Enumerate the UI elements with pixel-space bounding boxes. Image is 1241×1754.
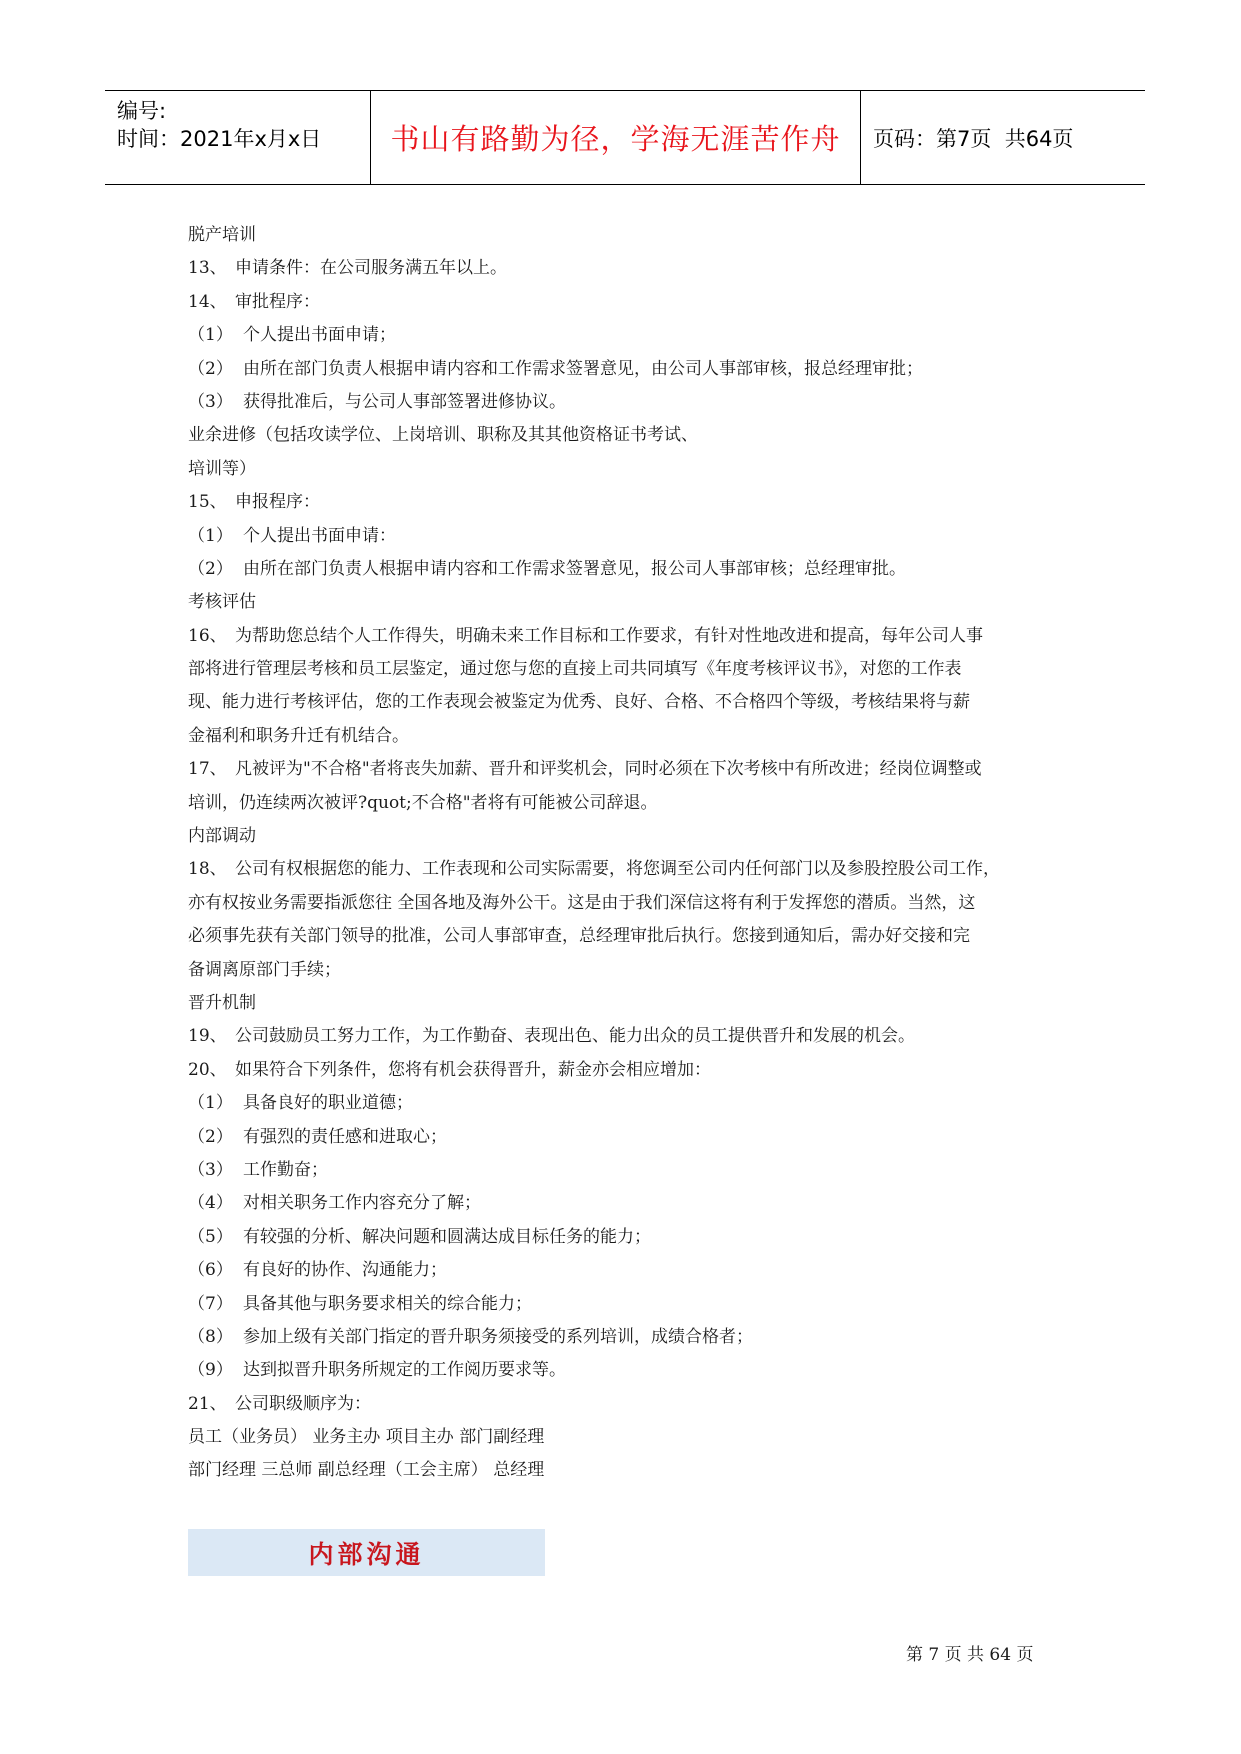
line-text: 部将进行管理层考核和员工层鉴定，通过您与您的直接上司共同填写《年度考核评议书》，对您的工作表 <box>188 659 962 680</box>
text-line <box>188 453 1068 486</box>
section-badge-title: 内部沟通 <box>308 1539 425 1569</box>
line-text: 有强烈的责任感和进取心； <box>243 1126 447 1147</box>
line-text: 获得批准后，与公司人事部签署进修协议。 <box>243 391 566 412</box>
text-line <box>188 653 1068 686</box>
number-label: 编号: <box>117 99 167 123</box>
text-line <box>188 219 1068 252</box>
text-line <box>188 987 1068 1020</box>
clause-number: 18、 <box>188 859 227 880</box>
text-line <box>188 1221 1068 1254</box>
line-text: 公司鼓励员工努力工作，为工作勤奋、表现出色、能力出众的员工提供晋升和发展的机会。 <box>235 1026 915 1047</box>
line-text: 内部调动 <box>188 826 256 847</box>
item-number: （6） <box>188 1260 233 1281</box>
header-page-label: 页码：第7页 共64页 <box>873 126 1074 151</box>
text-line <box>188 954 1068 987</box>
item-number: （1） <box>188 525 233 546</box>
line-text: 有较强的分析、解决问题和圆满达成目标任务的能力； <box>243 1226 651 1247</box>
text-line <box>188 853 1068 886</box>
line-text: 培训等） <box>188 458 256 479</box>
text-line <box>188 720 1068 753</box>
line-text: 对相关职务工作内容充分了解； <box>243 1193 481 1214</box>
line-text: 凡被评为"不合格"者将丧失加薪、晋升和评奖机会，同时必须在下次考核中有所改进；经岗位调整或 <box>235 759 982 780</box>
clause-number: 15、 <box>188 492 227 513</box>
text-line <box>188 286 1068 319</box>
text-line <box>188 620 1068 653</box>
line-text: 业余进修（包括攻读学位、上岗培训、职称及其其他资格证书考试、 <box>188 425 698 446</box>
line-text: 金福利和职务升迁有机结合。 <box>188 725 409 746</box>
line-text: 工作勤奋； <box>243 1159 328 1180</box>
item-number: （1） <box>188 325 233 346</box>
item-number: （2） <box>188 358 233 379</box>
clause-number: 14、 <box>188 291 227 312</box>
header-meta <box>117 97 367 153</box>
text-line <box>188 586 1068 619</box>
text-line <box>188 820 1068 853</box>
item-number: （9） <box>188 1360 233 1381</box>
item-number: （3） <box>188 1159 233 1180</box>
text-line <box>188 1154 1068 1187</box>
line-text: 公司有权根据您的能力、工作表现和公司实际需要，将您调至公司内任何部门以及参股控股公司工作， <box>235 859 1000 880</box>
line-text: 考核评估 <box>188 592 256 613</box>
line-text: 如果符合下列条件，您将有机会获得晋升，薪金亦会相应增加： <box>235 1059 711 1080</box>
text-line <box>188 319 1068 352</box>
text-line <box>188 1187 1068 1220</box>
text-line <box>188 1421 1068 1454</box>
document-body <box>188 219 1068 1488</box>
text-line <box>188 1087 1068 1120</box>
text-line <box>188 1121 1068 1154</box>
line-text: 脱产培训 <box>188 225 256 245</box>
text-line <box>188 520 1068 553</box>
line-text: 由所在部门负责人根据申请内容和工作需求签署意见，由公司人事部审核，报总经理审批； <box>243 358 923 379</box>
line-text: 培训，仍连续两次被评?quot;不合格"者将有可能被公司辞退。 <box>188 792 658 813</box>
text-line <box>188 553 1068 586</box>
line-text: 审批程序： <box>235 291 320 312</box>
text-line <box>188 1388 1068 1421</box>
header-motto: 书山有路勤为径，学海无涯苦作舟 <box>390 122 841 156</box>
item-number: （2） <box>188 1126 233 1147</box>
line-text: 亦有权按业务需要指派您往 全国各地及海外公干。这是由于我们深信这将有利于发挥您的潜质。当然，这 <box>188 892 976 913</box>
text-line <box>188 1288 1068 1321</box>
line-text: 员工（业务员） 业务主办 项目主办 部门副经理 <box>188 1427 545 1448</box>
text-line <box>188 887 1068 920</box>
text-line <box>188 1054 1068 1087</box>
page-footer: 第 7 页 共 64 页 <box>906 1645 1034 1665</box>
item-number: （8） <box>188 1326 233 1347</box>
text-line <box>188 1454 1068 1487</box>
clause-number: 21、 <box>188 1393 227 1414</box>
line-text: 个人提出书面申请： <box>243 525 396 546</box>
item-number: （7） <box>188 1293 233 1314</box>
text-line <box>188 419 1068 452</box>
text-line <box>188 252 1068 285</box>
text-line <box>188 753 1068 786</box>
text-line <box>188 686 1068 719</box>
clause-number: 16、 <box>188 625 227 646</box>
clause-number: 20、 <box>188 1059 227 1080</box>
line-text: 具备其他与职务要求相关的综合能力； <box>243 1293 532 1314</box>
line-text: 个人提出书面申请； <box>243 325 396 346</box>
text-line <box>188 1354 1068 1387</box>
item-number: （4） <box>188 1193 233 1214</box>
text-line <box>188 386 1068 419</box>
line-text: 现、能力进行考核评估，您的工作表现会被鉴定为优秀、良好、合格、不合格四个等级，考核结果将与薪 <box>188 692 970 713</box>
text-line <box>188 353 1068 386</box>
line-text: 公司职级顺序为： <box>235 1393 371 1414</box>
line-text: 由所在部门负责人根据申请内容和工作需求签署意见，报公司人事部审核；总经理审批。 <box>243 558 906 579</box>
line-text: 晋升机制 <box>188 992 256 1013</box>
text-line <box>188 1254 1068 1287</box>
line-text: 部门经理 三总师 副总经理（工会主席） 总经理 <box>188 1460 545 1481</box>
line-text: 备调离原部门手续； <box>188 959 341 980</box>
line-text: 具备良好的职业道德； <box>243 1093 413 1114</box>
line-text: 达到拟晋升职务所规定的工作阅历要求等。 <box>243 1360 566 1381</box>
clause-number: 13、 <box>188 258 227 279</box>
time-label: 时间：2021年x月x日 <box>117 127 322 151</box>
section-badge <box>188 1529 545 1576</box>
item-number: （1） <box>188 1093 233 1114</box>
document-header <box>105 90 1145 185</box>
text-line <box>188 1321 1068 1354</box>
item-number: （2） <box>188 558 233 579</box>
line-text: 参加上级有关部门指定的晋升职务须接受的系列培训，成绩合格者； <box>243 1326 753 1347</box>
line-text: 申请条件：在公司服务满五年以上。 <box>235 258 507 279</box>
text-line <box>188 1020 1068 1053</box>
item-number: （3） <box>188 391 233 412</box>
item-number: （5） <box>188 1226 233 1247</box>
header-divider <box>860 91 861 184</box>
line-text: 必须事先获有关部门领导的批准，公司人事部审查，总经理审批后执行。您接到通知后，需办好交接和完 <box>188 926 970 947</box>
text-line <box>188 787 1068 820</box>
clause-number: 17、 <box>188 759 227 780</box>
line-text: 有良好的协作、沟通能力； <box>243 1260 447 1281</box>
text-line <box>188 920 1068 953</box>
line-text: 申报程序： <box>235 492 320 513</box>
line-text: 为帮助您总结个人工作得失，明确未来工作目标和工作要求，有针对性地改进和提高，每年公司人事 <box>235 625 983 646</box>
text-line <box>188 486 1068 519</box>
clause-number: 19、 <box>188 1026 227 1047</box>
